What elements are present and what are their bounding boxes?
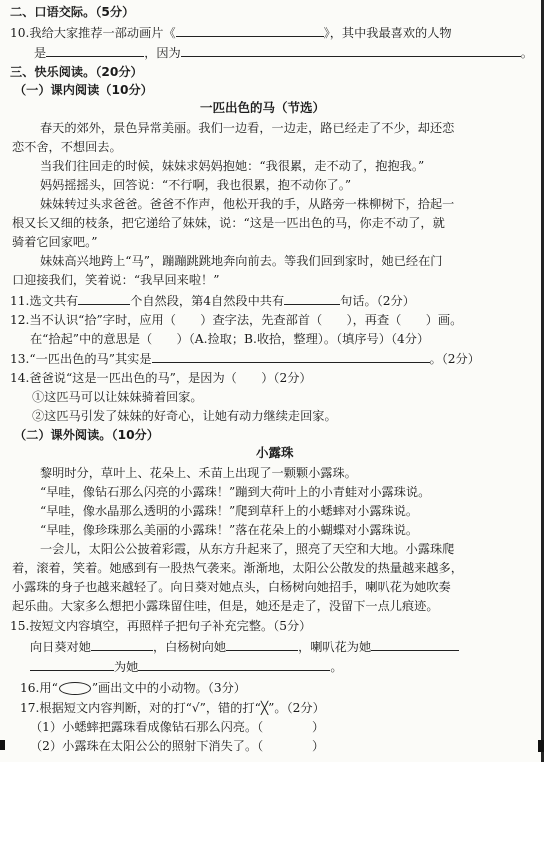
q14-option-1[interactable]: ①这匹马可以让妹妹骑着回家。 — [32, 390, 203, 404]
scan-edge-mark — [0, 740, 5, 750]
passage1-line: 口迎接我们，笑着说：“我早回来啦！” — [12, 273, 220, 287]
passage1-line: 妈妈摇摇头，回答说：“不行啊，我也很累，抱不动你了。” — [40, 178, 352, 192]
part1-title: （一）课内阅读（10分） — [14, 83, 153, 97]
passage1-line: 根又长又细的枝条，把它递给了妹妹，说：“这是一匹出色的马，你走不动了，就 — [12, 216, 445, 230]
passage2-line: 着，滚着，笑着。她感到有一股热气袭来。渐渐地，太阳公公散发的热量越来越多， — [12, 561, 463, 575]
question-12-cont: 在“拾起”中的意思是（ ）（A.捡取；B.收拾，整理）。（填序号）（4分） — [30, 332, 430, 346]
passage1-line: 妹妹转过头求爸爸。爸爸不作声，他松开我的手，从路旁一株柳树下，拾起一 — [40, 197, 455, 211]
q10-blank-character[interactable] — [46, 44, 144, 57]
q17-item-1[interactable]: （1）小蟋蟀把露珠看成像钻石那么闪亮。（ ） — [30, 720, 325, 734]
question-15: 15.按短文内容填空，再照样子把句子补充完整。（5分） — [10, 619, 312, 633]
question-14: 14.爸爸说“这是一匹出色的马”，是因为（ ）（2分） — [10, 371, 312, 385]
passage2-title: 小露珠 — [256, 445, 294, 460]
passage1-title: 一匹出色的马（节选） — [200, 100, 326, 115]
q11-blank-sentences[interactable] — [284, 292, 340, 305]
q17-item-2[interactable]: （2）小露珠在太阳公公的照射下消失了。（ ） — [30, 739, 325, 753]
q15-text-b: ，白杨树向她 — [152, 640, 227, 654]
q15-text-d: 为她 — [114, 660, 139, 674]
q11-text-a: 11.选文共有 — [10, 294, 79, 308]
question-17: 17.根据短文内容判断，对的打“√”，错的打“╳”。（2分） — [20, 701, 325, 715]
section-title-reading: 三、快乐阅读。（20分） — [10, 65, 143, 79]
q10-text-a: 10.我给大家推荐一部动画片《 — [10, 26, 176, 40]
q11-blank-paragraphs[interactable] — [78, 292, 130, 305]
q15-fill-row — [30, 638, 459, 655]
oval-mark-icon — [59, 682, 91, 695]
passage2-line: 起乐曲。大家多么想把小露珠留住哇，但是，她还是走了，没留下一点儿痕迹。 — [12, 599, 439, 613]
q13-blank[interactable] — [152, 350, 430, 363]
passage2-line: 黎明时分，草叶上、花朵上、禾苗上出现了一颗颗小露珠。 — [40, 466, 357, 480]
passage2-line: 一会儿，太阳公公披着彩霞，从东方升起来了，照亮了天空和大地。小露珠爬 — [40, 542, 455, 556]
question-12: 12.当不认识“拾”字时，应用（ ）查字法，先查部首（ ），再查（ ）画。 — [10, 313, 463, 327]
q15-blank-poplar[interactable] — [226, 638, 298, 651]
q15-blank-morning-glory[interactable] — [371, 638, 459, 651]
passage2-line: “早哇，像钻石那么闪亮的小露珠！”蹦到大荷叶上的小青蛙对小露珠说。 — [40, 485, 431, 499]
passage1-line: 骑着它回家吧。” — [12, 235, 98, 249]
question-11 — [10, 292, 415, 309]
q14-option-2[interactable]: ②这匹马引发了妹妹的好奇心，让她有动力继续走回家。 — [32, 409, 337, 423]
q10-text-b: 》，其中我最喜欢的人物 — [323, 26, 452, 40]
q15-blank-action[interactable] — [138, 658, 330, 671]
question-13 — [10, 350, 480, 367]
q10-text-e: 。 — [520, 46, 533, 60]
question-10 — [10, 24, 452, 41]
q15-blank-subject[interactable] — [30, 658, 114, 671]
passage2-line: “早哇，像珍珠那么美丽的小露珠！”落在花朵上的小蝴蝶对小露珠说。 — [40, 523, 419, 537]
part2-title: （二）课外阅读。（10分） — [14, 428, 159, 442]
q15-text-c: ，喇叭花为她 — [298, 640, 372, 654]
section-title-oral: 二、口语交际。（5分） — [10, 5, 135, 19]
q10-text-d: ，因为 — [144, 46, 181, 60]
scan-edge-mark — [538, 740, 544, 752]
question-16 — [20, 680, 246, 696]
q16-text-b: ”画出文中的小动物。（3分） — [91, 681, 246, 695]
q11-text-b: 个自然段，第4自然段中共有 — [130, 294, 285, 308]
passage2-line: “早哇，像水晶那么透明的小露珠！”爬到草秆上的小蟋蟀对小露珠说。 — [40, 504, 419, 518]
passage1-line: 当我们往回走的时候，妹妹求妈妈抱她：“我很累，走不动了，抱抱我。” — [40, 159, 425, 173]
question-10-cont — [34, 44, 533, 61]
passage2-line: 小露珠的身子也越来越轻了。向日葵对她点头，白杨树向她招手，喇叭花为她吹奏 — [12, 580, 451, 594]
q11-text-c: 句话。（2分） — [340, 294, 415, 308]
q10-blank-cartoon[interactable] — [176, 24, 324, 37]
q16-text-a: 16.用“ — [20, 681, 58, 695]
q15-fill-row-2 — [30, 658, 343, 675]
q13-text-a: 13.“一匹出色的马”其实是 — [10, 352, 152, 366]
q15-text-e: 。 — [330, 660, 343, 674]
q10-text-c: 是 — [34, 46, 47, 60]
q13-text-b: 。（2分） — [429, 352, 480, 366]
q15-text-a: 向日葵对她 — [30, 640, 91, 654]
passage1-line: 妹妹高兴地跨上“马”，蹦蹦跳跳地奔向前去。等我们回到家时，她已经在门 — [40, 254, 443, 268]
passage1-line: 春天的郊外，景色异常美丽。我们一边看，一边走，路已经走了不少，却还恋 — [40, 121, 455, 135]
passage1-line: 恋不舍，不想回去。 — [12, 140, 122, 154]
q10-blank-reason[interactable] — [181, 44, 521, 57]
q15-blank-sunflower[interactable] — [91, 638, 153, 651]
